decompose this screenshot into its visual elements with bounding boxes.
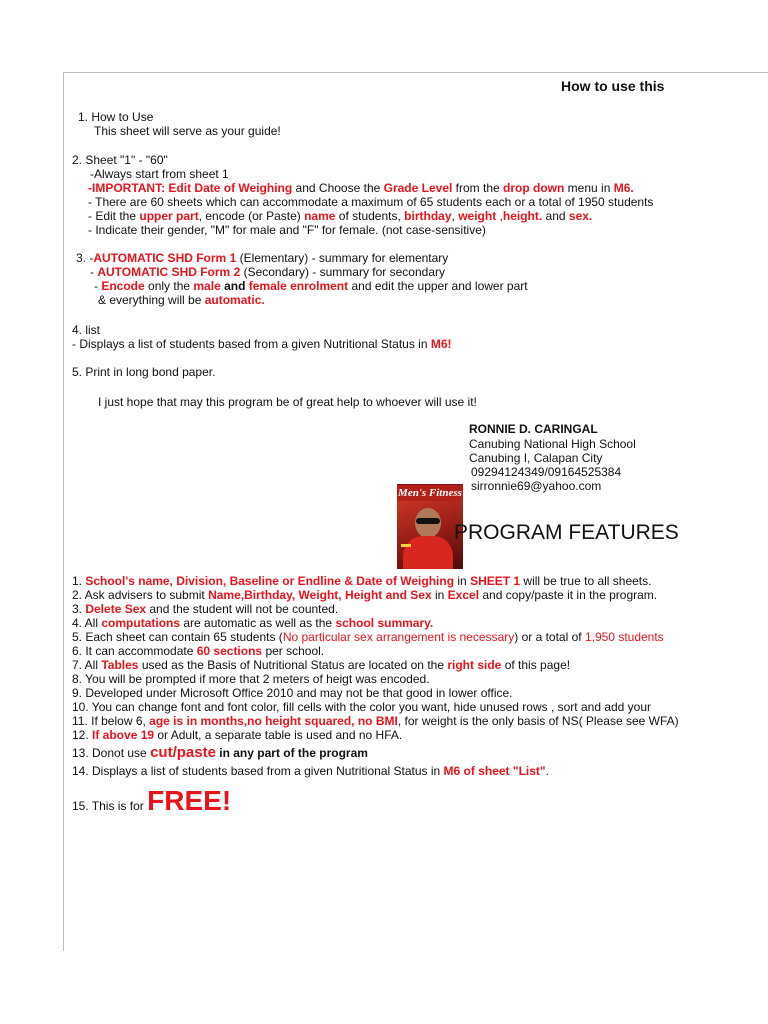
feature-3: 3. Delete Sex and the student will not be counted. <box>72 602 339 616</box>
section-4-line-1: - Displays a list of students based from a given Nutritional Status in M6! <box>72 337 452 351</box>
section-2-line-3: - There are 60 sheets which can accommodate a maximum of 65 students each or a total of 1950 students <box>88 195 654 209</box>
section-2-line-4: - Edit the upper part, encode (or Paste) name of students, birthday, weight ,height. and sex. <box>88 209 593 223</box>
feature-6: 6. It can accommodate 60 sections per school. <box>72 644 325 658</box>
section-2-line-1: -Always start from sheet 1 <box>90 167 229 181</box>
magazine-masthead: Men's Fitness <box>398 487 462 499</box>
spreadsheet-page <box>63 72 768 951</box>
feature-12: 12. If above 19 or Adult, a separate table is used and no HFA. <box>72 728 403 742</box>
feature-15: 15. This is for FREE! <box>72 785 232 816</box>
author-email: sirronnie69@yahoo.com <box>471 479 602 493</box>
feature-1: 1. School's name, Division, Baseline or Endline & Date of Weighing in SHEET 1 will be true to all sheets. <box>72 574 652 588</box>
feature-8: 8. You will be prompted if more that 2 meters of heigt was encoded. <box>72 672 430 686</box>
section-4-heading: 4. list <box>72 323 101 337</box>
section-3-line-2: - AUTOMATIC SHD Form 2 (Secondary) - summary for secondary <box>90 265 445 279</box>
author-phones: 09294124349/09164525384 <box>471 465 622 479</box>
section-1-text: This sheet will serve as your guide! <box>94 124 281 138</box>
section-3-line-4: & everything will be automatic. <box>98 293 265 307</box>
author-address: Canubing I, Calapan City <box>469 451 603 465</box>
feature-4: 4. All computations are automatic as well as the school summary. <box>72 616 434 630</box>
features-heading: PROGRAM FEATURES <box>454 521 679 544</box>
feature-11: 11. If below 6, age is in months,no height squared, no BMI, for weight is the only basis of NS( Please see WFA) <box>72 714 679 728</box>
feature-10: 10. You can change font and font color, fill cells with the color you want, hide unused rows , sort and add your <box>72 700 652 714</box>
section-1-heading: 1. How to Use <box>78 110 154 124</box>
feature-13: 13. Donot use cut/paste in any part of the program <box>72 744 368 761</box>
feature-2: 2. Ask advisers to submit Name,Birthday, Weight, Height and Sex in Excel and copy/paste it in the program. <box>72 588 658 602</box>
closing-note: I just hope that may this program be of great help to whoever will use it! <box>98 395 477 409</box>
page-title: How to use this <box>561 78 665 94</box>
author-school: Canubing National High School <box>469 437 636 451</box>
feature-7: 7. All Tables used as the Basis of Nutritional Status are located on the right side of this page! <box>72 658 571 672</box>
author-name: RONNIE D. CARINGAL <box>469 422 598 436</box>
section-2-line-2: -IMPORTANT: Edit Date of Weighing and Choose the Grade Level from the drop down menu in M6. <box>88 181 634 195</box>
section-2-heading: 2. Sheet "1" - "60" <box>72 153 168 167</box>
feature-5: 5. Each sheet can contain 65 students (No particular sex arrangement is necessary) or a total of 1,950 students <box>72 630 664 644</box>
feature-14: 14. Displays a list of students based from a given Nutritional Status in M6 of sheet "List". <box>72 764 549 778</box>
section-3-line-3: - Encode only the male and female enrolment and edit the upper and lower part <box>94 279 528 293</box>
section-2-line-5: - Indicate their gender, "M" for male and "F" for female. (not case-sensitive) <box>88 223 486 237</box>
feature-9: 9. Developed under Microsoft Office 2010 and may not be that good in lower office. <box>72 686 513 700</box>
section-5-text: 5. Print in long bond paper. <box>72 365 216 379</box>
section-3-line-1: 3. -AUTOMATIC SHD Form 1 (Elementary) - summary for elementary <box>76 251 449 265</box>
